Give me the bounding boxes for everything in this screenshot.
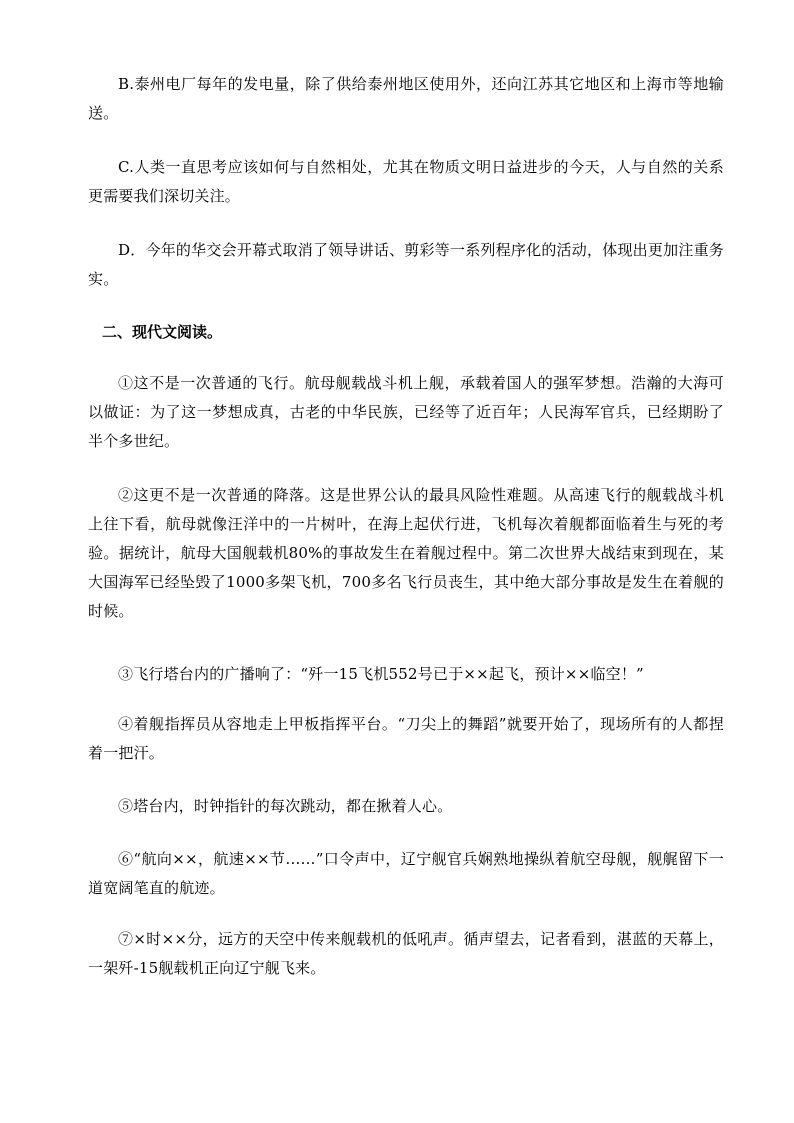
reading-paragraph-6: ⑥“航向××，航速××节……”口令声中，辽宁舰官兵娴熟地操纵着航空母舰，舰艉留下一道宽阔笔直的航迹。 xyxy=(88,850,724,897)
reading-paragraph-2: ②这更不是一次普通的降落。这是世界公认的最具风险性难题。从高速飞行的舰载战斗机上往下看，航母就像汪洋中的一片树叶，在海上起伏行进，飞机每次着舰都面临着生与死的考验。据统计，航母大国舰载机80%的事故发生在着舰过程中。第二次世界大战结束到现在，某大国海军已经坠毁了1000多架飞机，700多名飞行员丧生，其中绝大部分事故是发生在着舰的时候。 xyxy=(88,486,724,620)
reading-paragraph-4: ④着舰指挥员从容地走上甲板指挥平台。“刀尖上的舞蹈”就要开始了，现场所有的人都捏着一把汗。 xyxy=(88,715,724,762)
option-c-text: C.人类一直思考应该如何与自然相处，尤其在物质文明日益进步的今天，人与自然的关系更需要我们深切关注。 xyxy=(88,158,724,205)
reading-paragraph-1: ①这不是一次普通的飞行。航母舰载战斗机上舰，承载着国人的强军梦想。浩瀚的大海可以做证：为了这一梦想成真，古老的中华民族，已经等了近百年；人民海军官兵，已经期盼了半个多世纪。 xyxy=(88,374,724,450)
option-d-text: D．今年的华交会开幕式取消了领导讲话、剪彩等一系列程序化的活动，体现出更加注重务实。 xyxy=(88,241,724,288)
section-heading: 二、现代文阅读。 xyxy=(102,323,223,341)
reading-paragraph-7: ⑦×时××分，远方的天空中传来舰载机的低吼声。循声望去，记者看到，湛蓝的天幕上，一架歼-15舰载机正向辽宁舰飞来。 xyxy=(88,930,724,977)
reading-paragraph-5: ⑤塔台内，时钟指针的每次跳动，都在揪着人心。 xyxy=(118,797,453,815)
option-b-text: B.泰州电厂每年的发电量，除了供给泰州地区使用外，还向江苏其它地区和上海市等地输送。 xyxy=(88,75,724,122)
reading-paragraph-3: ③飞行塔台内的广播响了：“歼一15飞机552号已于××起飞，预计××临空！” xyxy=(118,665,644,683)
